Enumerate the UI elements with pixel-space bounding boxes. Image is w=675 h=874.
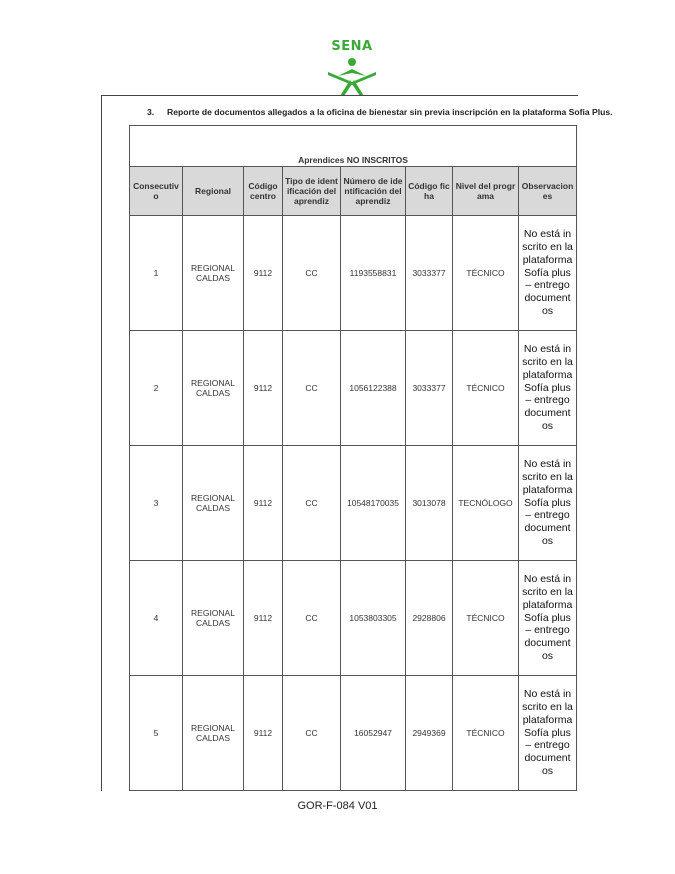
header-observaciones: Observaciones: [519, 167, 577, 216]
table-row: [130, 331, 577, 446]
header-codigo-ficha: Código ficha: [406, 167, 453, 216]
page-frame-left: [101, 95, 102, 791]
cell-codigo-ficha: 3013078: [406, 446, 453, 561]
cell-codigo-ficha: 2949369: [406, 676, 453, 791]
header-numero-identificacion: Número de identificación del aprendiz: [341, 167, 406, 216]
cell-tipo-id: CC: [283, 331, 341, 446]
section-number: 3.: [147, 107, 155, 117]
section-title: Reporte de documentos allegados a la oficina de bienestar sin previa inscripción en la plataforma Sofia Plus.: [167, 107, 613, 117]
header-nivel-programa: Nivel del programa: [453, 167, 519, 216]
cell-numero-id: 1056122388: [341, 331, 406, 446]
table-caption-row: [130, 126, 577, 167]
cell-codigo-ficha: 3033377: [406, 331, 453, 446]
cell-codigo-centro: 9112: [244, 446, 283, 561]
cell-codigo-centro: 9112: [244, 216, 283, 331]
cell-regional: REGIONAL CALDAS: [183, 561, 244, 676]
cell-numero-id: 1193558831: [341, 216, 406, 331]
cell-codigo-ficha: 2928806: [406, 561, 453, 676]
cell-codigo-centro: 9112: [244, 676, 283, 791]
cell-observaciones: No está inscrito en la plataforma Sofía plus – entrego documentos: [519, 331, 577, 446]
cell-consecutivo: 3: [130, 446, 183, 561]
cell-regional: REGIONAL CALDAS: [183, 446, 244, 561]
cell-observaciones: No está inscrito en la plataforma Sofía plus – entrego documentos: [519, 446, 577, 561]
cell-codigo-ficha: 3033377: [406, 216, 453, 331]
cell-nivel: TÉCNICO: [453, 561, 519, 676]
cell-tipo-id: CC: [283, 216, 341, 331]
cell-tipo-id: CC: [283, 561, 341, 676]
cell-codigo-centro: 9112: [244, 561, 283, 676]
cell-regional: REGIONAL CALDAS: [183, 216, 244, 331]
cell-nivel: TECNÓLOGO: [453, 446, 519, 561]
sena-figure-icon: [322, 40, 382, 98]
table-row: [130, 446, 577, 561]
sena-logo: [322, 40, 382, 98]
cell-tipo-id: CC: [283, 446, 341, 561]
cell-consecutivo: 2: [130, 331, 183, 446]
header-codigo-centro: Código centro: [244, 167, 283, 216]
cell-tipo-id: CC: [283, 676, 341, 791]
cell-nivel: TÉCNICO: [453, 216, 519, 331]
cell-numero-id: 16052947: [341, 676, 406, 791]
header-tipo-identificacion: Tipo de identificación del aprendiz: [283, 167, 341, 216]
cell-codigo-centro: 9112: [244, 331, 283, 446]
cell-nivel: TÉCNICO: [453, 676, 519, 791]
cell-numero-id: 10548170035: [341, 446, 406, 561]
cell-consecutivo: 1: [130, 216, 183, 331]
header-regional: Regional: [183, 167, 244, 216]
students-table: [129, 125, 577, 791]
table-row: [130, 216, 577, 331]
cell-consecutivo: 4: [130, 561, 183, 676]
logo-text: SENA: [331, 39, 373, 54]
students-table-wrapper: [129, 125, 576, 791]
cell-nivel: TÉCNICO: [453, 331, 519, 446]
page-frame-top: [101, 95, 578, 96]
header-consecutivo: Consecutivo: [130, 167, 183, 216]
cell-regional: REGIONAL CALDAS: [183, 331, 244, 446]
cell-observaciones: No está inscrito en la plataforma Sofía plus – entrego documentos: [519, 676, 577, 791]
table-caption: Aprendices NO INSCRITOS: [130, 126, 577, 167]
cell-consecutivo: 5: [130, 676, 183, 791]
table-row: [130, 676, 577, 791]
cell-observaciones: No está inscrito en la plataforma Sofía plus – entrego documentos: [519, 216, 577, 331]
cell-regional: REGIONAL CALDAS: [183, 676, 244, 791]
document-code: GOR-F-084 V01: [297, 800, 378, 812]
table-header-row: [130, 167, 577, 216]
section-heading: [147, 107, 613, 117]
cell-numero-id: 1053803305: [341, 561, 406, 676]
cell-observaciones: No está inscrito en la plataforma Sofía plus – entrego documentos: [519, 561, 577, 676]
table-row: [130, 561, 577, 676]
